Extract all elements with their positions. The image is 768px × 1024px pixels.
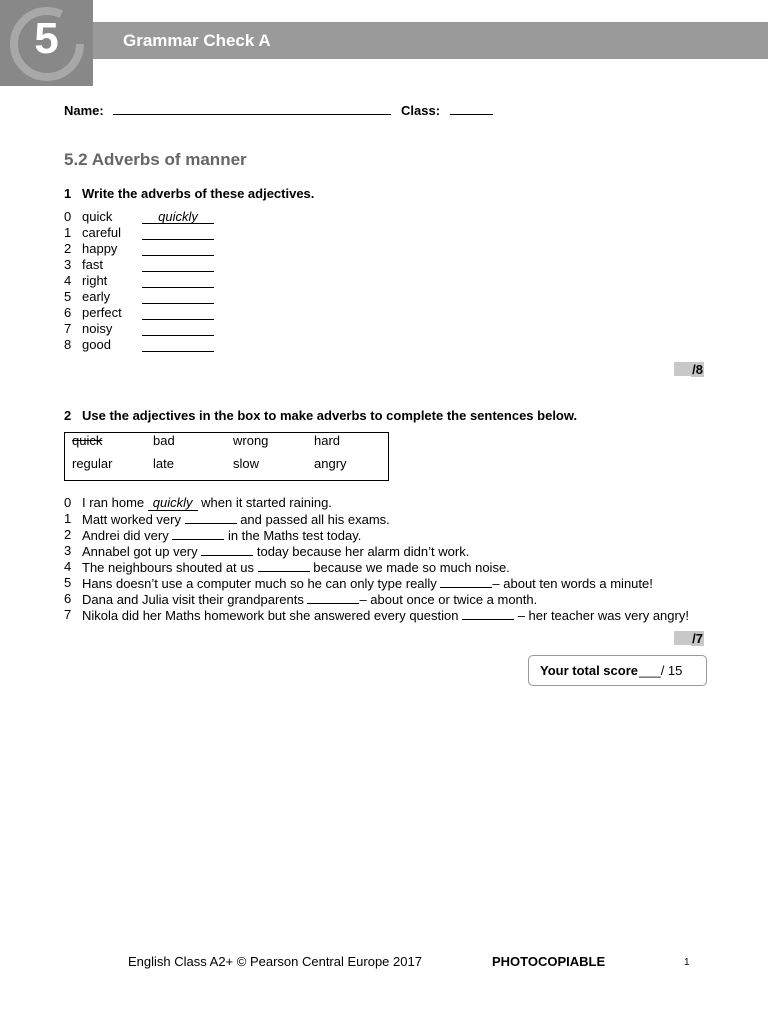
item-number: 1: [64, 511, 72, 526]
item-word: careful: [82, 225, 122, 240]
box-word: wrong: [233, 433, 269, 448]
box-word: bad: [153, 433, 175, 448]
section-title: 5.2 Adverbs of manner: [64, 150, 247, 169]
item-number: 2: [64, 527, 72, 542]
list-item: [64, 495, 714, 511]
exercise-2-list: [64, 495, 714, 623]
answer-field[interactable]: [142, 241, 214, 256]
exercise-2-number: 2: [64, 408, 72, 423]
sentence-text: – her teacher was very angry!: [514, 608, 689, 623]
item-word: happy: [82, 241, 118, 256]
class-field[interactable]: [450, 102, 493, 115]
score-bar: [674, 362, 692, 376]
score-bar: [674, 631, 692, 645]
page-title: Grammar Check A: [123, 31, 271, 50]
sentence-text: Hans doesn’t use a computer much so he can only type really: [82, 576, 441, 591]
answer-field[interactable]: [142, 305, 214, 320]
sentence-text: Andrei did very: [82, 528, 173, 543]
item-number: 5: [64, 289, 72, 304]
word-box: [64, 432, 389, 481]
item-number: 1: [64, 225, 72, 240]
item-number: 4: [64, 559, 72, 574]
sentence-text: in the Maths test today.: [224, 528, 362, 543]
answer-field[interactable]: [462, 607, 514, 620]
item-number: 6: [64, 305, 72, 320]
sentence-text: – about ten words a minute!: [492, 576, 653, 591]
item-number: 2: [64, 241, 72, 256]
sentence-text: – about once or twice a month.: [359, 592, 538, 607]
answer-field[interactable]: [172, 527, 224, 540]
exercise-1-number: 1: [64, 186, 72, 201]
sentence-text: today because her alarm didn’t work.: [253, 544, 470, 559]
item-number: 3: [64, 257, 72, 272]
item-word: perfect: [82, 305, 122, 320]
name-field[interactable]: [113, 102, 391, 115]
item-number: 0: [64, 209, 72, 224]
unit-number: 5: [34, 14, 59, 63]
item-number: 8: [64, 337, 72, 352]
answer-field[interactable]: [142, 273, 214, 288]
answer-field[interactable]: [142, 257, 214, 272]
box-word: regular: [72, 456, 113, 471]
box-word: angry: [314, 456, 347, 471]
answer-field[interactable]: [142, 337, 214, 352]
answer-field[interactable]: [142, 321, 214, 336]
total-score-value[interactable]: ___/ 15: [639, 663, 683, 678]
list-item: [64, 543, 714, 559]
item-word: early: [82, 289, 111, 304]
answer-example: quickly: [148, 495, 198, 511]
score-label: /8: [692, 362, 703, 377]
answer-field[interactable]: [142, 225, 214, 240]
item-number: 6: [64, 591, 72, 606]
exercise-1-instruction: Write the adverbs of these adjectives.: [82, 186, 315, 201]
class-label: Class:: [401, 103, 441, 118]
page-number: 1: [684, 957, 690, 968]
unit-badge: [0, 0, 93, 86]
item-number: 0: [64, 495, 72, 510]
item-number: 7: [64, 607, 72, 622]
score-label: /7: [692, 631, 703, 646]
item-word: good: [82, 337, 111, 352]
answer-field[interactable]: [201, 543, 253, 556]
exercise-2-heading: [64, 408, 577, 423]
list-item: [64, 575, 714, 591]
item-number: 7: [64, 321, 72, 336]
exercise-1-heading: [64, 186, 314, 201]
box-word-used: quick: [72, 433, 103, 448]
exercise-1-score: [674, 362, 704, 376]
sentence-text: I ran home: [82, 495, 148, 510]
name-class-row: [64, 102, 493, 118]
answer-field[interactable]: [185, 511, 237, 524]
sentence-text: when it started raining.: [197, 495, 332, 510]
sentence-text: Nikola did her Maths homework but she answered every question: [82, 608, 463, 623]
list-item: [64, 559, 714, 575]
list-item: [64, 607, 714, 623]
answer-field[interactable]: [440, 575, 492, 588]
title-bar: [93, 22, 768, 59]
box-word: slow: [233, 456, 260, 471]
list-item: [64, 511, 714, 527]
item-word: quick: [82, 209, 113, 224]
sentence-text: because we made so much noise.: [309, 560, 510, 575]
footer-photocopiable: PHOTOCOPIABLE: [492, 954, 606, 969]
sentence-text: Dana and Julia visit their grandparents: [82, 592, 308, 607]
item-number: 5: [64, 575, 72, 590]
item-word: noisy: [82, 321, 113, 336]
sentence-text: Matt worked very: [82, 512, 185, 527]
box-word: hard: [314, 433, 341, 448]
list-item: [64, 527, 714, 543]
name-label: Name:: [64, 103, 104, 118]
item-word: fast: [82, 257, 103, 272]
sentence-text: The neighbours shouted at us: [82, 560, 258, 575]
list-item: [64, 591, 714, 607]
item-word: right: [82, 273, 108, 288]
answer-field[interactable]: [307, 591, 359, 604]
answer-field[interactable]: [142, 289, 214, 304]
footer-copyright: English Class A2+ © Pearson Central Europe 2017: [128, 954, 422, 969]
total-score-box: [528, 655, 707, 686]
total-score-label: Your total score: [540, 663, 639, 678]
box-word: late: [153, 456, 174, 471]
answer-field[interactable]: [258, 559, 310, 572]
sentence-text: and passed all his exams.: [236, 512, 390, 527]
exercise-2-instruction: Use the adjectives in the box to make adverbs to complete the sentences below.: [82, 408, 578, 423]
item-number: 3: [64, 543, 72, 558]
answer-example: quickly: [142, 209, 214, 224]
exercise-2-score: [674, 631, 704, 645]
item-number: 4: [64, 273, 72, 288]
sentence-text: Annabel got up very: [82, 544, 202, 559]
